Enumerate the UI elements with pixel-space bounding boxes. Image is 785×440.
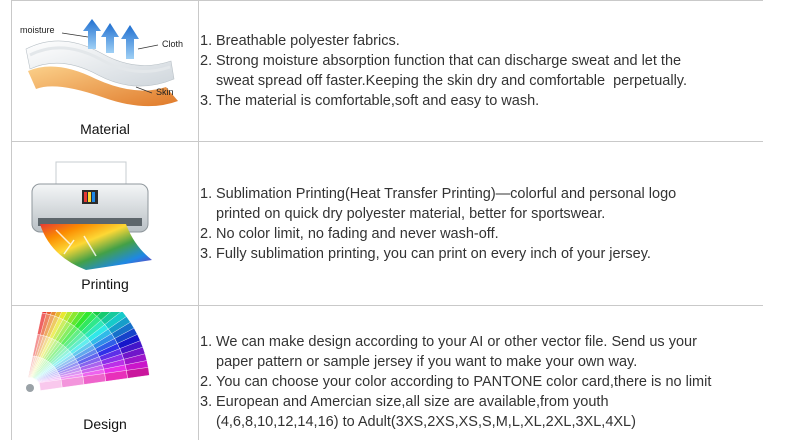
printing-list <box>200 184 763 264</box>
cloth-label: Cloth <box>162 39 184 49</box>
row-design <box>11 305 763 440</box>
design-list <box>200 332 763 432</box>
list-item: 1. We can make design according to your AI or other vector file. Send us your paper pattern or sample jersey if you want to make your own way. <box>200 334 697 370</box>
list-item: 1. Breathable polyester fabrics. <box>200 33 400 49</box>
printing-label: Printing <box>81 276 129 292</box>
list-item: 3. Fully sublimation printing, you can print on every inch of your jersey. <box>200 246 651 262</box>
printing-text-cell <box>198 142 763 306</box>
fabric-layers-icon <box>16 9 196 119</box>
row-material <box>11 0 763 142</box>
list-item: 2. You can choose your color according to PANTONE color card,there is no limit <box>200 374 712 390</box>
material-list <box>200 31 763 111</box>
sublimation-printer-icon <box>26 160 176 272</box>
list-item: 2. Strong moisture absorption function that can discharge sweat and let the sweat spread off faster.Keeping the skin dry and comfortable perpetually. <box>200 53 687 89</box>
material-image-cell <box>11 1 199 142</box>
feature-table <box>11 0 763 439</box>
printing-image-cell <box>11 142 199 306</box>
pantone-color-fan-icon <box>14 312 164 416</box>
material-text-cell <box>198 1 763 142</box>
list-item: 2. No color limit, no fading and never wash-off. <box>200 226 499 242</box>
design-image-cell <box>11 306 199 440</box>
row-printing <box>11 141 763 306</box>
list-item: 1. Sublimation Printing(Heat Transfer Printing)—colorful and personal logo printed on quick dry polyester material, better for sportswear. <box>200 186 677 222</box>
moisture-label: moisture <box>20 25 55 35</box>
list-item: 3. European and Amercian size,all size are available,from youth (4,6,8,10,12,14,16) to Adult(3XS,2XS,XS,S,M,L,XL,2XL,3XL,4XL) <box>200 394 636 430</box>
material-label: Material <box>80 121 130 137</box>
design-label: Design <box>83 416 127 432</box>
design-text-cell <box>198 306 763 440</box>
skin-label: Skin <box>156 87 174 97</box>
list-item: 3. The material is comfortable,soft and easy to wash. <box>200 93 540 109</box>
